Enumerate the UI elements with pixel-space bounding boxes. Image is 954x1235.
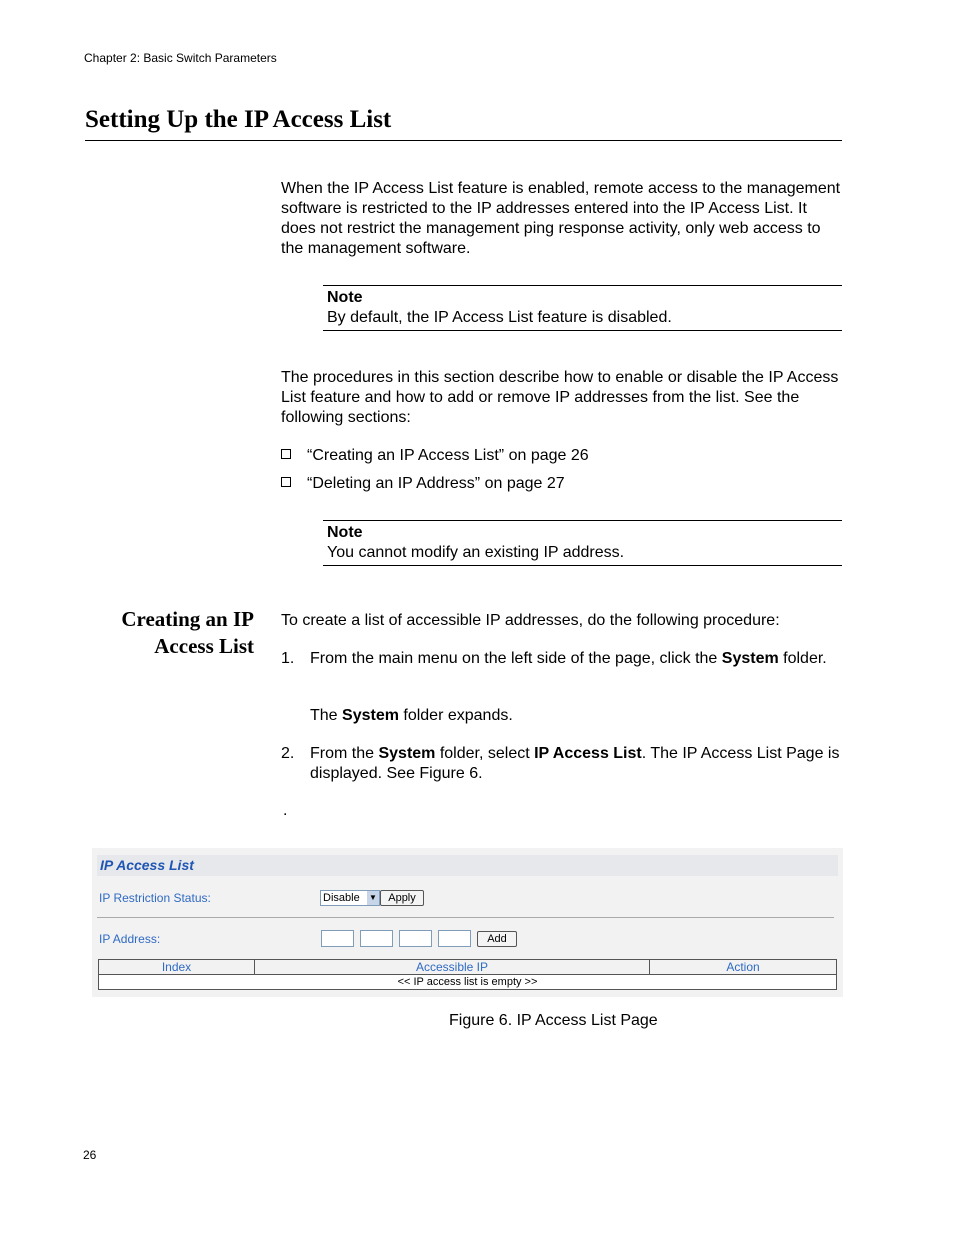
- checkbox-bullet-icon: [281, 449, 291, 459]
- section-title: Setting Up the IP Access List: [85, 106, 392, 133]
- figure-ip-access-list: [92, 848, 843, 997]
- note-text: You cannot modify an existing IP address.: [327, 544, 625, 561]
- bullet-item: [281, 446, 589, 466]
- bullet-item: [281, 474, 565, 494]
- step-text: From the: [310, 745, 379, 762]
- step-2: [281, 744, 843, 784]
- note-label: Note: [327, 524, 363, 541]
- section-rule: [85, 140, 842, 141]
- step-text: folder.: [778, 650, 827, 667]
- column-header-accessible-ip: Accessible IP: [255, 960, 650, 975]
- bullet-link-creating[interactable]: “Creating an IP Access List” on page 26: [307, 447, 589, 464]
- column-header-index: Index: [99, 960, 255, 975]
- chevron-down-icon[interactable]: ▼: [367, 891, 379, 905]
- note-box-modify: [323, 520, 842, 566]
- bullet-link-deleting[interactable]: “Deleting an IP Address” on page 27: [307, 475, 565, 492]
- step-text: folder expands.: [398, 707, 513, 724]
- ip-octet-2-input[interactable]: [360, 930, 393, 947]
- create-intro: To create a list of accessible IP addresses, do the following procedure:: [281, 612, 780, 629]
- step-bold: System: [378, 745, 436, 762]
- step-number: 2.: [281, 745, 295, 762]
- restriction-status-select[interactable]: [320, 890, 380, 906]
- step-text: . The IP Access List Page is displayed. See Figure 6.: [310, 745, 840, 782]
- note-box-default: [323, 285, 842, 331]
- subsection-title-line2: Access List: [154, 634, 254, 658]
- figure-caption: Figure 6. IP Access List Page: [449, 1012, 658, 1029]
- stray-period: .: [283, 802, 288, 819]
- select-value: Disable: [323, 892, 360, 904]
- checkbox-bullet-icon: [281, 477, 291, 487]
- page-number: 26: [83, 1148, 97, 1162]
- figure-divider: [97, 917, 834, 918]
- step-bold: IP Access List: [534, 745, 642, 762]
- apply-button[interactable]: Apply: [380, 890, 424, 906]
- step-1: [281, 649, 843, 669]
- note-label: Note: [327, 289, 363, 306]
- restriction-status-label: IP Restriction Status:: [99, 891, 211, 905]
- column-header-action: Action: [650, 960, 837, 975]
- note-text: By default, the IP Access List feature is disabled.: [327, 309, 672, 326]
- intro-paragraph: When the IP Access List feature is enabled, remote access to the management software is restricted to the IP addresses entered into the IP Access List. It does not restrict the management ping response activity, only web access to the management software.: [281, 180, 841, 257]
- figure-page-title: IP Access List: [100, 857, 194, 873]
- ip-octet-3-input[interactable]: [399, 930, 432, 947]
- step-text: From the main menu on the left side of the page, click the: [310, 650, 722, 667]
- table-header-row: [99, 960, 837, 975]
- step-text: The: [310, 707, 343, 724]
- step-number: 1.: [281, 650, 295, 667]
- ip-address-label: IP Address:: [99, 932, 161, 946]
- subsection-title: [100, 606, 254, 660]
- procedures-paragraph: The procedures in this section describe how to enable or disable the IP Access List feature and how to add or remove IP addresses from the list. See the following sections:: [281, 369, 839, 426]
- ip-access-table: [98, 959, 837, 990]
- empty-list-message: << IP access list is empty >>: [99, 975, 837, 990]
- step-text: folder, select: [435, 745, 535, 762]
- table-row: [99, 975, 837, 990]
- ip-octet-1-input[interactable]: [321, 930, 354, 947]
- subsection-title-line1: Creating an IP: [121, 607, 254, 631]
- step-1-result: [281, 706, 843, 726]
- step-bold: System: [721, 650, 779, 667]
- figure-title-bar: [97, 855, 838, 876]
- ip-octet-4-input[interactable]: [438, 930, 471, 947]
- add-button[interactable]: Add: [477, 931, 517, 947]
- step-bold: System: [342, 707, 399, 724]
- running-header: Chapter 2: Basic Switch Parameters: [84, 51, 277, 65]
